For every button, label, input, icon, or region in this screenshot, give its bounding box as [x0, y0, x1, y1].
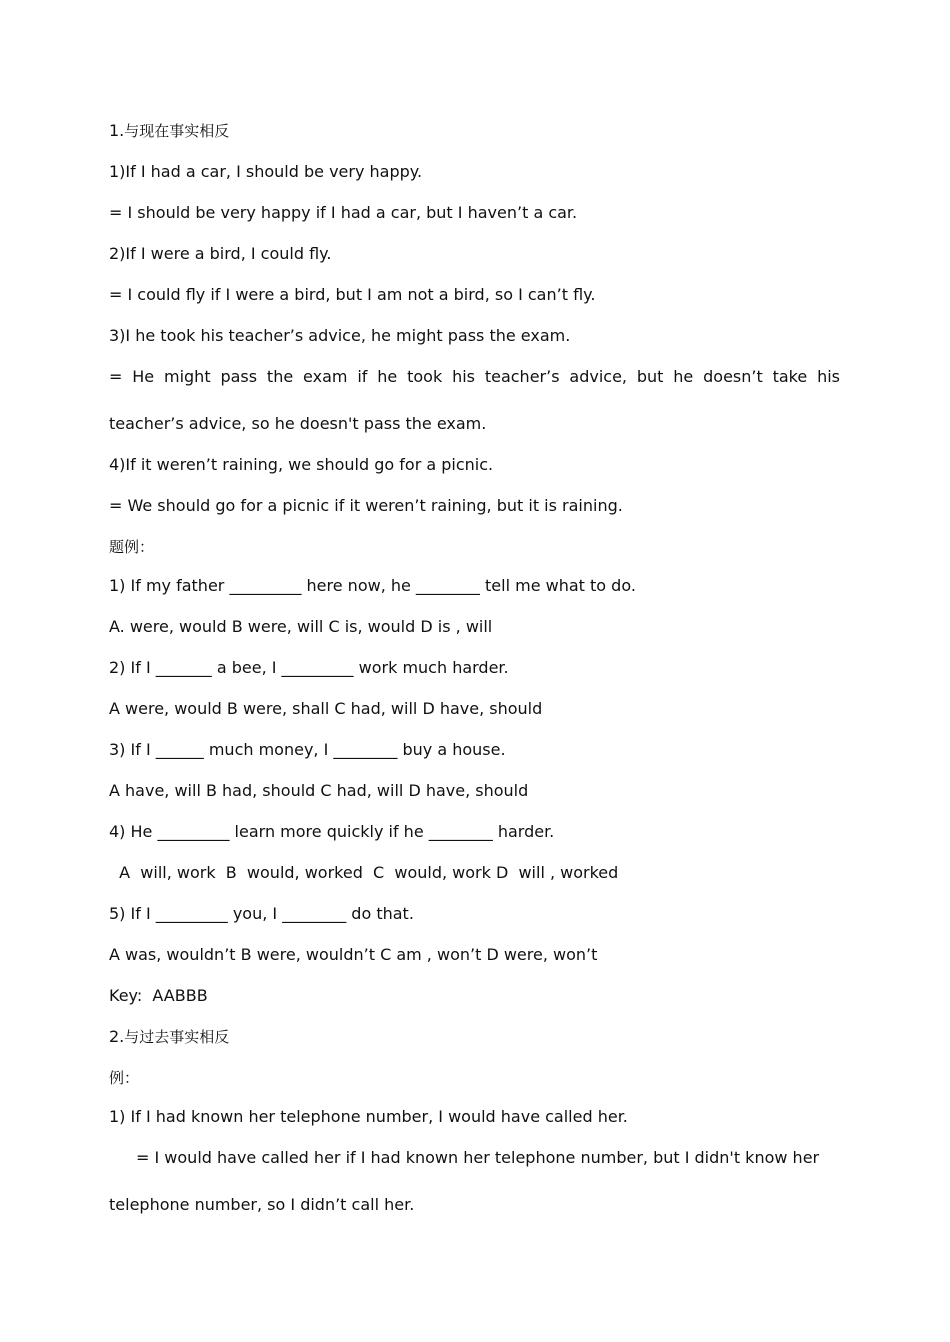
example-line: 1)If I had a car, I should be very happy. — [109, 162, 423, 181]
example-explanation-line: = He might pass the exam if he took his teacher’s advice, but he doesn’t take his — [109, 367, 840, 386]
example-line: = I could fly if I were a bird, but I am not a bird, so I can’t fly. — [109, 285, 596, 304]
exercise-options: A were, would B were, shall C had, will D have, should — [109, 699, 543, 718]
example-line: 1) If I had known her telephone number, I would have called her. — [109, 1107, 628, 1126]
section-1-heading — [109, 121, 229, 141]
exercise-options: A. were, would B were, will C is, would D is , will — [109, 617, 493, 636]
section-2-number: 2. — [109, 1027, 125, 1046]
example-explanation-line: teacher’s advice, so he doesn't pass the exam. — [109, 414, 487, 433]
exercise-question: 3) If I ______ much money, I ________ buy a house. — [109, 740, 506, 759]
answer-key: Key: AABBB — [109, 986, 208, 1005]
section-2-title: 与过去事实相反 — [124, 1028, 230, 1046]
example-line: 3)I he took his teacher’s advice, he might pass the exam. — [109, 326, 571, 345]
example-line: = We should go for a picnic if it weren’t raining, but it is raining. — [109, 496, 623, 515]
exercise-options: A was, wouldn’t B were, wouldn’t C am , won’t D were, won’t — [109, 945, 598, 964]
example-explanation-line: telephone number, so I didn’t call her. — [109, 1195, 415, 1214]
exercise-question: 5) If I _________ you, I ________ do that. — [109, 904, 414, 923]
example-explanation-line: = I would have called her if I had known her telephone number, but I didn't know her — [136, 1148, 820, 1167]
example-heading: 例： — [109, 1069, 140, 1087]
exercise-options: A have, will B had, should C had, will D have, should — [109, 781, 529, 800]
example-line: = I should be very happy if I had a car, but I haven’t a car. — [109, 203, 578, 222]
example-line: 2)If I were a bird, I could fly. — [109, 244, 332, 263]
section-1-title: 与现在事实相反 — [124, 122, 230, 140]
section-1-number: 1. — [109, 121, 125, 140]
exercise-question: 1) If my father _________ here now, he ________ tell me what to do. — [109, 576, 636, 595]
section-2-heading — [109, 1027, 229, 1047]
exercise-options: A will, work B would, worked C would, work D will , worked — [109, 863, 619, 882]
exercise-heading: 题例： — [109, 538, 155, 556]
exercise-question: 2) If I _______ a bee, I _________ work much harder. — [109, 658, 509, 677]
example-line: 4)If it weren’t raining, we should go for a picnic. — [109, 455, 494, 474]
exercise-question: 4) He _________ learn more quickly if he ________ harder. — [109, 822, 555, 841]
